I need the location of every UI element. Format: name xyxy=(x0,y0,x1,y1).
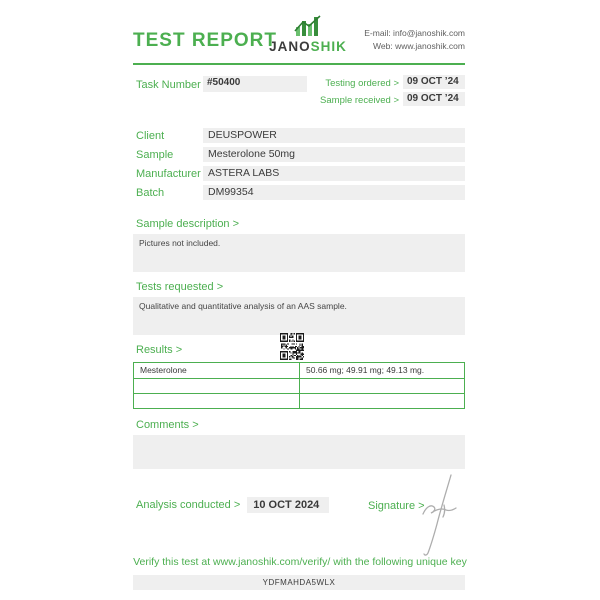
task-number-label: Task Number xyxy=(136,79,201,91)
qr-code-icon xyxy=(280,333,304,360)
client-label: Client xyxy=(136,130,165,142)
sample-description-heading: Sample description > xyxy=(136,218,240,230)
task-number-value: #50400 xyxy=(203,76,307,92)
results-cell-result: 50.66 mg; 49.91 mg; 49.13 mg. xyxy=(306,365,425,375)
sample-received-label: Sample received > xyxy=(320,95,399,106)
client-value: DEUSPOWER xyxy=(203,128,465,143)
tests-requested-box: Qualitative and quantitative analysis of an AAS sample. xyxy=(133,297,465,335)
results-cell-substance xyxy=(134,378,300,393)
signature-label: Signature > xyxy=(368,500,425,512)
testing-ordered-label: Testing ordered > xyxy=(325,78,399,89)
analysis-conducted-label: Analysis conducted > xyxy=(136,499,241,511)
verify-text: Verify this test at www.janoshik.com/verify/ with the following unique key xyxy=(133,556,467,568)
analysis-conducted-value: 10 OCT 2024 xyxy=(247,497,329,513)
batch-value: DM99354 xyxy=(203,185,465,200)
batch-label: Batch xyxy=(136,187,165,199)
results-cell-result xyxy=(300,393,464,408)
results-cell-result xyxy=(300,378,464,393)
bar-chart-icon xyxy=(293,14,323,38)
page-title: TEST REPORT xyxy=(133,30,278,51)
logo-part-dark: JANO xyxy=(269,39,311,54)
header-divider xyxy=(133,63,465,65)
comments-heading: Comments > xyxy=(136,419,199,431)
contact-email: E-mail: info@janoshik.com xyxy=(364,28,465,38)
testing-ordered-value: 09 OCT ’24 xyxy=(403,75,465,89)
unique-key: YDFMAHDA5WLX xyxy=(133,575,465,590)
janoshik-logo xyxy=(258,14,358,54)
manufacturer-label: Manufacturer xyxy=(136,168,201,180)
analysis-conducted-row xyxy=(136,497,329,513)
signature-icon xyxy=(410,472,465,558)
tests-requested-heading: Tests requested > xyxy=(136,281,224,293)
results-cell-substance xyxy=(134,393,300,408)
sample-value: Mesterolone 50mg xyxy=(203,147,465,162)
contact-web: Web: www.janoshik.com xyxy=(373,41,465,52)
sample-received-value: 09 OCT ’24 xyxy=(403,92,465,106)
sample-label: Sample xyxy=(136,149,174,161)
sample-description-box: Pictures not included. xyxy=(133,234,465,272)
comments-box xyxy=(133,435,465,469)
manufacturer-value: ASTERA LABS xyxy=(203,166,465,181)
results-cell-substance: Mesterolone xyxy=(134,363,300,378)
logo-part-green: SHIK xyxy=(310,39,347,54)
results-table xyxy=(133,362,465,409)
contact-block xyxy=(364,27,465,53)
logo-wordmark xyxy=(258,39,358,54)
results-heading: Results > xyxy=(136,344,183,356)
